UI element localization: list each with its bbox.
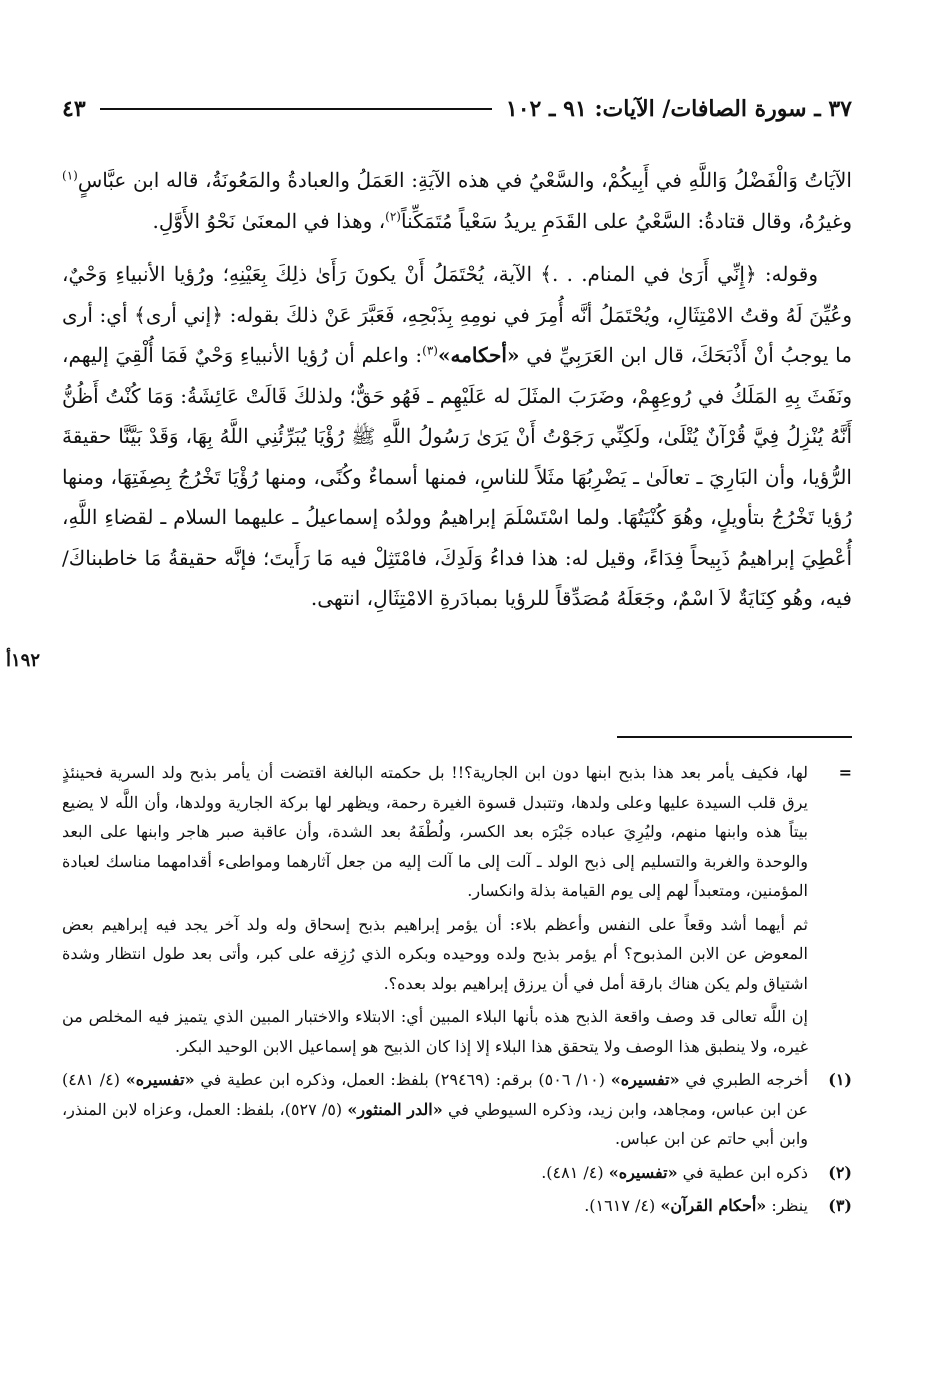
footnote-3-text-a: ينظر:: [766, 1196, 808, 1215]
continuation-para-1: لها، فكيف يأمر بعد هذا بذبح ابنها دون ابن الجارية؟!! بل حكمته البالغة اقتضت أن يأمر بذبح ولد السرية فحينئذٍ يرق قلب السيدة عليها وعلى ولدها، وتتبدل قسوة الغيرة رحمة، ويظهر لها بركة الجارية وولدها، وأن اللَّه لا يضيع بيتاً هذه وابنها منهم، وليُرِيَ عباده جَبْرَه بعد الكسر، ولُطْفَهُ بعد الشدة، وأن عاقبة صبر هاجر وابنها على البعد والوحدة والغربة والتسليم إلى ذبح الولد ـ آلت إلى ما آلت إليه من جعل آثارهما ومواطىء أقدامهما مناسك لعبادة المؤمنين، ومتعبداً لهم إلى يوم القيامة بذلة وانكسار.: [62, 763, 809, 900]
footnote-1-text-c: (١٠/ ٥٠٦) برقم: (٢٩٤٦٩) بلفظ: العمل، وذكره ابن عطية في: [194, 1070, 611, 1089]
footnote-separator: [617, 736, 852, 738]
continuation-body: [62, 758, 808, 1061]
footnote-1-book-c: «الدر المنثور»: [347, 1099, 443, 1119]
paragraph-2: [62, 254, 852, 619]
paragraph-2-text-b: : واعلم أن رُؤيا الأنبياءِ وَحْيٌ فَمَا أُلْقِيَ إليهم، ونَفَثَ بِهِ المَلَكُ في رُوعِهِمْ، وضَرَبَ المثَلَ له عَلَيْهِم ـ فَهُو حَقٌّ؛ ولذلكَ قَالَتْ عَائِشَةُ: وَمَا كُنْتُ أَظُنُّ أَنَّهُ يُنْزِلُ فِيَّ قُرْآنٌ يُتْلَىٰ، ولَكِنِّي رَجَوْتُ أَنْ يَرَىٰ رَسُولُ اللَّهِ ﷺ رُؤْيَا يُبَرِّئُنِي اللَّهُ بِهَا، وَقَدْ بَيَّنَّا حقيقةَ الرُّؤيا، وأن البَارِيَ ـ تعالَىٰ ـ يَضْرِبُهَا مثَلاً للناسِ، فمنها أسماءٌ وكُنًى، ومنها رُؤْيَا تَخْرُجُ بِصِفَتِهَا، ومنها رُؤيا تَخْرُجُ بتأويلٍ، وهُوَ كُنْيَتُهَا. ولما اسْتَسْلَمَ إبراهيمُ وولدُه إسماعيلُ ـ عليهما السلام ـ لقضاءِ اللَّهِ، أُعْطِيَ إبراهيمُ ذَبِيحاً فِدَاءً، وقيل له: هذا فداءُ وَلَدِكَ، فامْتَثِلْ فيه مَا رَأَيتَ؛ فإنَّه حقيقةُ مَا خاطبناكَ/ فيه، وهُو كِنَايَةٌ لاَ اسْمٌ، وجَعَلَهُ مُصَدِّقاً للرؤيا بمبادَرةِ الامْتِثَالِ، انتهى.: [62, 343, 853, 610]
footnote-1-text-e: (٤/ ٤٨١) عن ابن عباس، ومجاهد، وابن زيد، وذكره السيوطي في: [62, 1070, 808, 1119]
footnote-ref-3[interactable]: (٣): [422, 343, 438, 358]
footnote-2-text-a: ذكره ابن عطية في: [677, 1162, 808, 1182]
footnote-continuation: [62, 758, 852, 1061]
paragraph-1: [62, 160, 852, 241]
paragraph-1-text-b: وغيرُهُ، وقال قتادةُ: السَّعْيُ على القَدَمِ يريدُ سَعْياً مُتَمَكِّناً: [400, 208, 852, 233]
margin-folio-marker: ١٩٢أ: [6, 650, 41, 671]
footnote-2-text-c: (٤/ ٤٨١).: [541, 1162, 609, 1182]
footnote-2-body: [62, 1158, 808, 1188]
footnote-3-number: (٣): [828, 1196, 852, 1215]
footnotes: [62, 758, 852, 1221]
paragraph-2-text: وقوله: ﴿إِنِّي أَرَىٰ في المنام. . .﴾ الآية، يُحْتَمَلُ أَنْ يكونَ رَأَىٰ ذلِكَ بِعَيْنِهِ؛ ورُؤيا الأنبياءِ وَحْيٌ، وعُيِّنَ لَهُ وقتُ الامْتِثَالِ، ويُحْتَمَلُ أنَّه أُمِرَ في نومِهِ بِذَبْحِهِ، فَعَبَّرَ عَنْ ذلكَ بقوله: ﴿إني أرى﴾ أي: أرى ما يوجبُ أنْ أَذْبَحَكَ، قال ابن العَرَبِيِّ في: [62, 262, 852, 367]
header-rule: [100, 108, 492, 110]
footnote-ref-2[interactable]: (٢): [385, 208, 401, 223]
footnote-1-body: [62, 1065, 808, 1154]
main-text: [62, 160, 852, 619]
footnote-ref-1[interactable]: (١): [62, 168, 78, 183]
continuation-para-2: ثم أيهما أشد وقعاً على النفس وأعظم بلاء: أن يؤمر إبراهيم بذبح إسحاق وله ولد آخر يجد فيه إبراهيم بعض المعوض عن الابن المذبوح؟ أم يؤمر بذبح ولده ووحيده وبكره الذي رُزِقه على كبر، وأتى بعد طول انتظار وشدة اشتياق ولم يكن هناك بارقة أمل في أن يرزق إبراهيم بولد بعده؟.: [62, 914, 808, 993]
book-title-ahkam: «أحكامه»: [437, 343, 520, 367]
running-header: [62, 92, 852, 126]
footnote-1-book-b: «تفسيره»: [125, 1070, 195, 1089]
paragraph-1-text: الآيَاتُ وَالْفَضْلُ وَاللَّهِ في أَبِيكُمْ، والسَّعْيُ في هذه الآيَةِ: العَمَلُ والعبادةُ والمَعُونَةُ، قاله ابن عبَّاسٍ: [77, 168, 852, 192]
footnote-1-text-g: (٥/ ٥٢٧)، بلفظ: العمل، وعزاه لابن المنذر، وابن أبي حاتم عن ابن عباس.: [62, 1099, 808, 1148]
continuation-para-3: إن اللَّه تعالى قد وصف واقعة الذبح هذه بأنها البلاء المبين أي: الابتلاء والاختبار المبين الذي يتميز فيه المخلص من غيره، ولا ينطبق هذا الوصف ولا يتحقق هذا البلاء إلا إذا كان الذبيح هو إسماعيل الابن الوحيد البكر.: [62, 1007, 808, 1056]
footnote-1-text-a: أخرجه الطبري في: [679, 1070, 809, 1089]
footnote-3-book: «أحكام القرآن»: [660, 1196, 767, 1215]
footnote-3-body: [62, 1191, 808, 1221]
footnote-1: [62, 1065, 852, 1154]
chapter-title: ٣٧ ـ سورة الصافات/ الآيات: ٩١ ـ ١٠٢: [505, 96, 852, 122]
continuation-mark: =: [838, 763, 852, 782]
page-number: ٤٣: [62, 96, 86, 122]
footnote-2-book: «تفسيره»: [608, 1162, 678, 1182]
footnote-2-number: (٢): [828, 1162, 852, 1182]
paragraph-1-text-c: ، وهذا في المعنَىٰ نَحْوُ الأَوَّلِ.: [152, 208, 386, 233]
footnote-3-text-c: (٤/ ١٦١٧).: [584, 1196, 661, 1215]
footnote-1-number: (١): [828, 1070, 852, 1089]
footnote-2: [62, 1158, 852, 1188]
footnote-1-book-a: «تفسيره»: [610, 1070, 680, 1089]
footnote-3: [62, 1191, 852, 1221]
